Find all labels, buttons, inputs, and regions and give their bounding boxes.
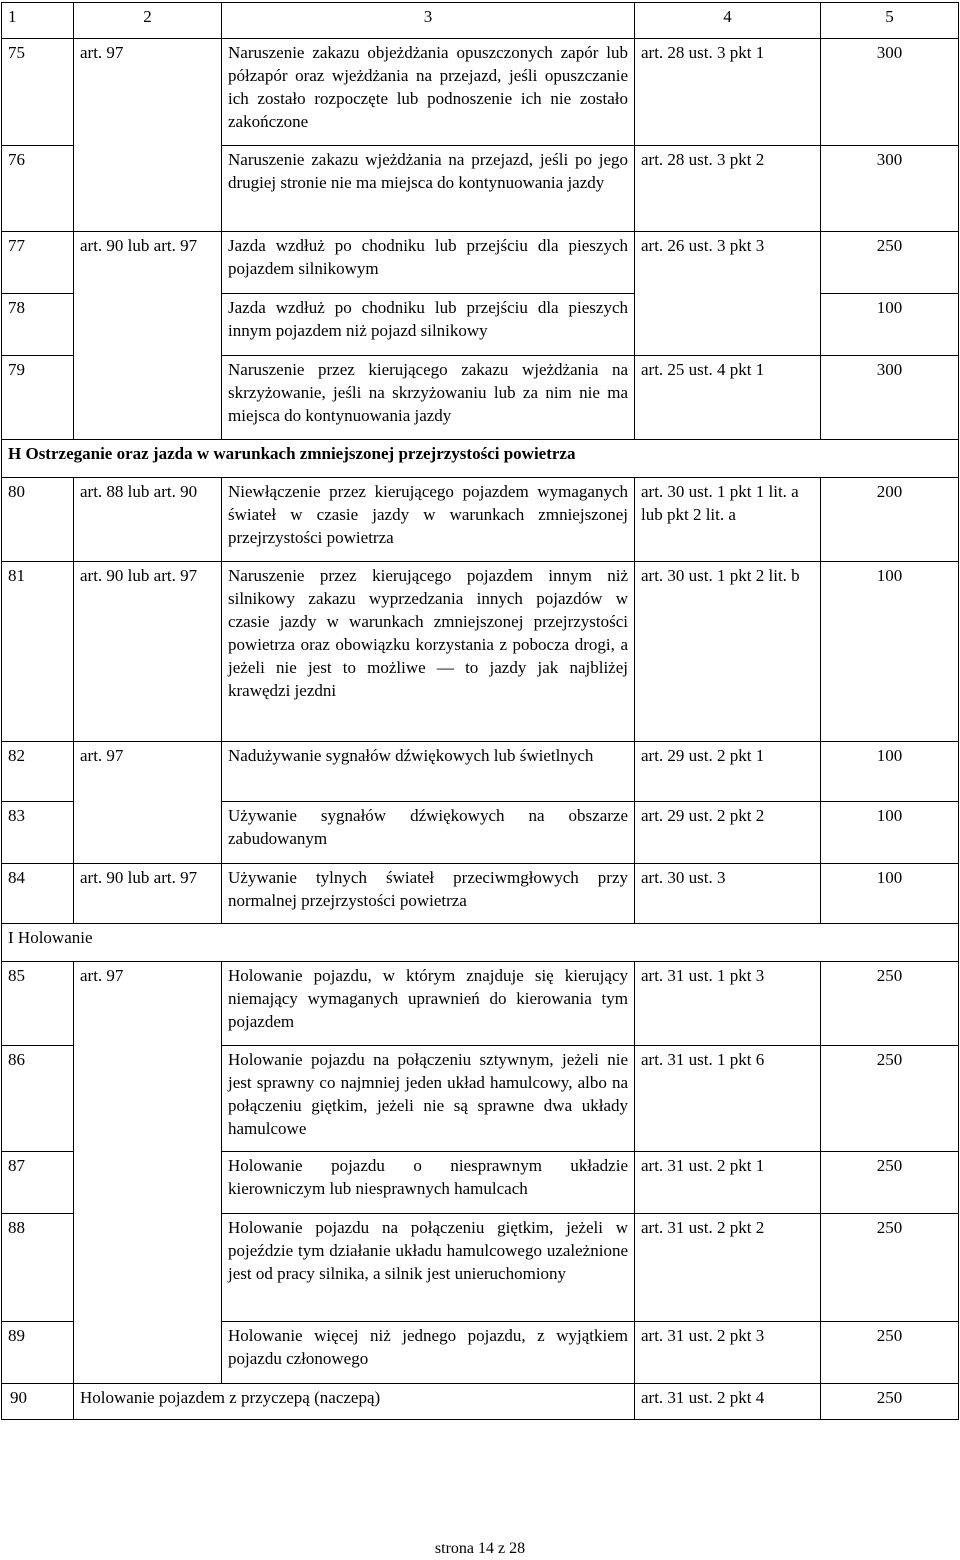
row-reference: art. 26 ust. 3 pkt 3 <box>635 232 821 356</box>
row-number: 87 <box>2 1152 74 1214</box>
row-amount: 250 <box>821 1322 959 1384</box>
header-col-2: 2 <box>74 3 222 39</box>
article-cell: art. 97 <box>74 39 222 232</box>
table-row <box>2 478 959 562</box>
row-reference: art. 30 ust. 1 pkt 1 lit. a lub pkt 2 lit. a <box>635 478 821 562</box>
row-amount: 300 <box>821 146 959 232</box>
row-reference: art. 31 ust. 1 pkt 6 <box>635 1046 821 1152</box>
row-reference: art. 31 ust. 2 pkt 2 <box>635 1214 821 1322</box>
row-reference: art. 31 ust. 2 pkt 3 <box>635 1322 821 1384</box>
row-amount: 100 <box>821 802 959 864</box>
row-number: 80 <box>2 478 74 562</box>
article-cell: art. 88 lub art. 90 <box>74 478 222 562</box>
header-col-3: 3 <box>222 3 635 39</box>
row-amount: 100 <box>821 562 959 742</box>
row-amount: 250 <box>821 232 959 294</box>
row-description: Naruszenie przez kierującego zakazu wjeżdżania na skrzyżowanie, jeśli na skrzyżowaniu lub za nim nie ma miejsca do kontynuowania jazdy <box>222 356 635 440</box>
row-number: 86 <box>2 1046 74 1152</box>
row-number: 88 <box>2 1214 74 1322</box>
row-reference: art. 31 ust. 2 pkt 1 <box>635 1152 821 1214</box>
row-number: 89 <box>2 1322 74 1384</box>
section-heading-row <box>2 440 959 478</box>
row-amount: 300 <box>821 39 959 146</box>
header-col-1: 1 <box>2 3 74 39</box>
article-cell: art. 97 <box>74 742 222 864</box>
row-reference: art. 25 ust. 4 pkt 1 <box>635 356 821 440</box>
row-description: Holowanie pojazdu na połączeniu giętkim, jeżeli w pojeździe tym działanie układu hamulcowego uzależnione jest od pracy silnika, a silnik jest unieruchomiony <box>222 1214 635 1322</box>
row-description: Jazda wzdłuż po chodniku lub przejściu dla pieszych innym pojazdem niż pojazd silnikowy <box>222 294 635 356</box>
row-number: 90 <box>2 1384 74 1420</box>
table-row <box>2 864 959 924</box>
row-description: Holowanie pojazdu, w którym znajduje się kierujący niemający wymaganych uprawnień do kierowania tym pojazdem <box>222 962 635 1046</box>
row-amount: 250 <box>821 1384 959 1420</box>
row-reference: art. 31 ust. 1 pkt 3 <box>635 962 821 1046</box>
row-number: 76 <box>2 146 74 232</box>
section-heading: H Ostrzeganie oraz jazda w warunkach zmniejszonej przejrzystości powietrza <box>2 440 959 478</box>
row-reference: art. 30 ust. 1 pkt 2 lit. b <box>635 562 821 742</box>
row-amount: 250 <box>821 1152 959 1214</box>
table-row <box>2 742 959 802</box>
row-number: 78 <box>2 294 74 356</box>
row-amount: 100 <box>821 294 959 356</box>
table-row <box>2 562 959 742</box>
article-cell: art. 90 lub art. 97 <box>74 232 222 440</box>
row-amount: 250 <box>821 962 959 1046</box>
row-description <box>74 1384 635 1420</box>
row-amount: 250 <box>821 1214 959 1322</box>
row-reference: art. 28 ust. 3 pkt 2 <box>635 146 821 232</box>
row-number: 75 <box>2 39 74 146</box>
table-row <box>2 232 959 294</box>
row-amount: 250 <box>821 1046 959 1152</box>
article-cell: art. 90 lub art. 97 <box>74 562 222 742</box>
table-row <box>2 39 959 146</box>
row-reference: art. 31 ust. 2 pkt 4 <box>635 1384 821 1420</box>
page-footer: strona 14 z 28 <box>434 1540 526 1557</box>
row-number: 82 <box>2 742 74 802</box>
row-number: 84 <box>2 864 74 924</box>
section-heading-row <box>2 924 959 962</box>
section-heading: I Holowanie <box>2 924 959 962</box>
table-row <box>2 1384 959 1420</box>
row-amount: 200 <box>821 478 959 562</box>
row-number: 85 <box>2 962 74 1046</box>
row-description: Używanie tylnych świateł przeciwmgłowych przy normalnej przejrzystości powietrza <box>222 864 635 924</box>
table-row <box>2 962 959 1046</box>
row-reference: art. 29 ust. 2 pkt 1 <box>635 742 821 802</box>
row-amount: 100 <box>821 742 959 802</box>
header-col-4: 4 <box>635 3 821 39</box>
row-description: Naruszenie przez kierującego pojazdem innym niż silnikowy zakazu wyprzedzania innych pojazdów w czasie jazdy w warunkach zmniejszonej przejrzystości powietrza oraz obowiązku korzystania z pobocza drogi, a jeżeli nie jest to możliwe — to jazdy jak najbliżej krawędzi jezdni <box>222 562 635 742</box>
row-description: Holowanie więcej niż jednego pojazdu, z wyjątkiem pojazdu członowego <box>222 1322 635 1384</box>
header-row <box>2 3 959 39</box>
row-reference: art. 30 ust. 3 <box>635 864 821 924</box>
article-cell: art. 90 lub art. 97 <box>74 864 222 924</box>
article-cell: art. 97 <box>74 962 222 1384</box>
row-description: Nadużywanie sygnałów dźwiękowych lub świetlnych <box>222 742 635 802</box>
row-reference: art. 29 ust. 2 pkt 2 <box>635 802 821 864</box>
row-number: 81 <box>2 562 74 742</box>
row-amount: 100 <box>821 864 959 924</box>
row-description: Naruszenie zakazu objeżdżania opuszczonych zapór lub półzapór oraz wjeżdżania na przejazd, jeśli opuszczanie ich zostało rozpoczęte lub podnoszenie ich nie zostało zakończone <box>222 39 635 146</box>
header-col-5: 5 <box>821 3 959 39</box>
row-description: Holowanie pojazdu o niesprawnym układzie kierowniczym lub niesprawnych hamulcach <box>222 1152 635 1214</box>
row-amount: 300 <box>821 356 959 440</box>
row-description: Holowanie pojazdu na połączeniu sztywnym, jeżeli nie jest sprawny co najmniej jeden układ hamulcowy, albo na połączeniu giętkim, jeżeli nie są sprawne dwa układy hamulcowe <box>222 1046 635 1152</box>
row-description: Niewłączenie przez kierującego pojazdem wymaganych świateł w czasie jazdy w warunkach zmniejszonej przejrzystości powietrza <box>222 478 635 562</box>
row-reference: art. 28 ust. 3 pkt 1 <box>635 39 821 146</box>
fines-table <box>1 2 959 1420</box>
row-number: 79 <box>2 356 74 440</box>
row-description: Używanie sygnałów dźwiękowych na obszarze zabudowanym <box>222 802 635 864</box>
row-number: 83 <box>2 802 74 864</box>
row-description: Naruszenie zakazu wjeżdżania na przejazd, jeśli po jego drugiej stronie nie ma miejsca do kontynuowania jazdy <box>222 146 635 232</box>
row-description: Jazda wzdłuż po chodniku lub przejściu dla pieszych pojazdem silnikowym <box>222 232 635 294</box>
row-number: 77 <box>2 232 74 294</box>
row-description-text: Holowanie pojazdem z przyczepą (naczepą) <box>80 1388 381 1407</box>
